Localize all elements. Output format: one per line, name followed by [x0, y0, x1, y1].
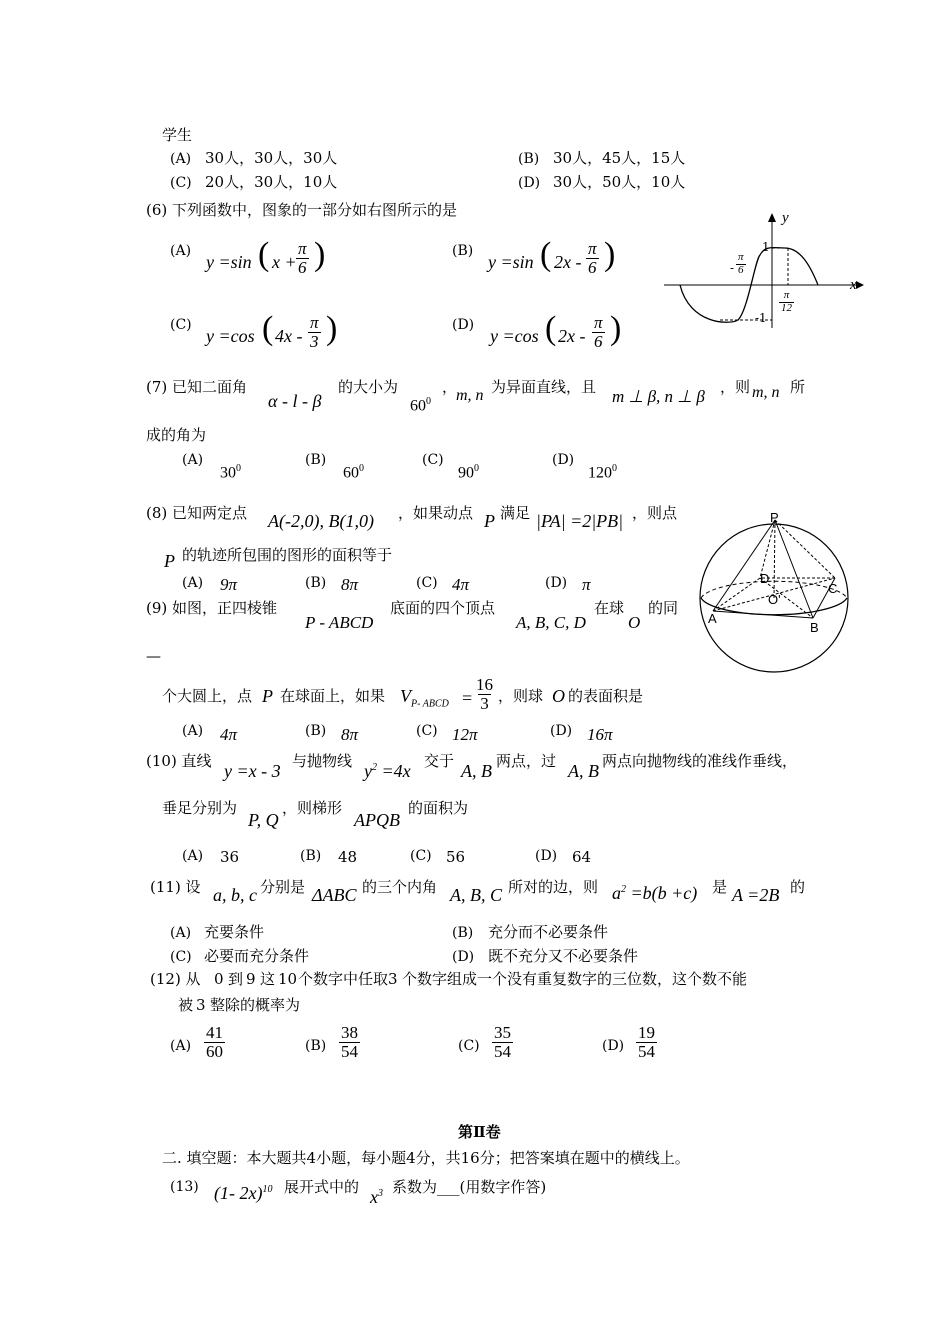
q6-b-rparen: ) — [604, 236, 616, 273]
q5-tail: 学生 — [162, 126, 193, 144]
q7-option-c-sup: 0 — [474, 463, 479, 474]
q7-part5: ，则 — [720, 378, 751, 396]
q13-binomial-base: (1- 2x) — [214, 1183, 263, 1203]
q9-fig-a: A — [708, 611, 717, 626]
q9-c-label: (C) — [416, 723, 438, 739]
q11-condition-rhs: =b(b +c) — [626, 883, 698, 903]
q9-edge-pa — [713, 520, 775, 611]
q9-sphere-o: O — [628, 613, 641, 632]
q12-line2-a: 被 — [178, 996, 194, 1014]
q12-option-c — [492, 1024, 513, 1061]
q13-term — [370, 1188, 383, 1206]
q6-d-inner: 2x - — [558, 326, 586, 346]
q9-edge-ab — [713, 611, 813, 618]
q9-fig-b: B — [810, 620, 819, 635]
q8-condition: |PA| =2|PB| — [536, 511, 624, 531]
q6-a-label: (A) — [170, 243, 192, 259]
q9-volume-eq: = — [462, 688, 473, 708]
q7-option-a-value: 30 — [220, 464, 236, 482]
q6-a-den: 6 — [298, 257, 307, 277]
q7-c-label: (C) — [422, 452, 444, 468]
q8-d-label: (D) — [545, 575, 568, 591]
q6-b-lparen: ( — [540, 236, 552, 273]
q13-part3: 系数为___(用数字作答) — [392, 1178, 547, 1196]
q9-option-a: 4π — [220, 725, 238, 744]
q9-part4: 的同 — [648, 599, 679, 617]
q13-part2: 展开式中的 — [284, 1178, 360, 1196]
q8-option-c: 4π — [452, 575, 470, 594]
q6-b-label: (B) — [452, 243, 474, 259]
q6-a-inner: x + — [272, 252, 297, 272]
q6-a-fn: y =sin — [206, 252, 252, 272]
q9-volume-den: 3 — [480, 693, 489, 713]
q9-fig-d: D — [760, 571, 770, 586]
q9-part1: (9) 如图，正四棱锥 — [146, 599, 278, 617]
q7-option-c — [458, 464, 479, 481]
q12-d-label: (D) — [602, 1038, 625, 1054]
q10-part5: 两点向抛物线的准线作垂线， — [602, 752, 798, 770]
q11-sides: a, b, c — [213, 885, 257, 905]
q6-graph-right-num: π — [783, 289, 790, 301]
q6-stem: (6) 下列函数中，图象的一部分如右图所示的是 — [146, 201, 458, 219]
q10-trapezoid: APQB — [354, 810, 400, 830]
q9-fig-c: C — [828, 581, 838, 596]
q11-option-c: 必要而充分条件 — [204, 947, 310, 965]
q9-fig-o: O' — [768, 592, 781, 607]
q6-graph-neg-one: -1 — [755, 311, 767, 325]
q5-option-c: 20人，30人，10人 — [205, 173, 338, 191]
q12-ten: 10 — [278, 970, 298, 988]
q10-part4: 两点，过 — [496, 752, 557, 770]
q9-line2-d: 的表面积是 — [568, 687, 644, 705]
q6-d-den: 6 — [594, 331, 603, 351]
q12-part2: 到 — [228, 970, 244, 988]
q6-d-num: π — [594, 313, 603, 332]
q7-option-a — [220, 464, 241, 481]
q8-part1: (8) 已知两定点 — [146, 504, 248, 522]
q7-mn-2: m, n — [752, 384, 780, 401]
q11-part2: 分别是 — [260, 878, 306, 896]
q10-b-label: (B) — [300, 848, 322, 864]
q10-line2-a: 垂足分别为 — [162, 799, 238, 817]
q5-option-d: 30人，50人，10人 — [553, 173, 686, 191]
q6-b-inner: 2x - — [554, 252, 582, 272]
q11-condition-a: a — [612, 883, 621, 903]
q11-part6: 的 — [790, 878, 806, 896]
q6-graph-right-frac — [779, 290, 794, 314]
q11-option-a: 充要条件 — [204, 923, 265, 941]
q5-c-label: (C) — [170, 175, 192, 191]
q7-part6: 所 — [790, 378, 806, 396]
q12-line2-three: 3 — [196, 996, 206, 1014]
q9-option-c: 12π — [452, 725, 478, 744]
q7-line2: 成的角为 — [146, 426, 207, 444]
q11-part4: 所对的边，则 — [508, 878, 599, 896]
q6-c-rparen: ) — [326, 310, 338, 347]
q12-part5: 个数字组成一个没有重复数字的三位数，这个数不能 — [402, 970, 748, 988]
q8-part3: 满足 — [500, 504, 531, 522]
q7-angle-value: 60 — [410, 397, 426, 415]
q6-d-fn: y =cos — [490, 326, 539, 346]
q7-option-d-value: 120 — [588, 464, 612, 482]
q6-d-label: (D) — [452, 317, 475, 333]
q6-b-fn: y =sin — [488, 252, 534, 272]
q7-dihedral: α - l - β — [268, 391, 322, 411]
q11-condition — [612, 884, 697, 902]
q9-fig-p: P — [770, 510, 779, 525]
q12-option-d — [636, 1024, 657, 1061]
q12-three: 3 — [388, 970, 398, 988]
q12-line2-b: 整除的概率为 — [210, 996, 301, 1014]
q9-line2-p: P — [262, 686, 273, 706]
q5-b-label: (B) — [518, 151, 540, 167]
q12-option-a-num: 41 — [206, 1023, 223, 1042]
q10-c-label: (C) — [410, 848, 432, 864]
q10-part2: 与抛物线 — [292, 752, 353, 770]
q12-a-label: (A) — [170, 1038, 192, 1054]
q6-c-lparen: ( — [262, 310, 274, 347]
q7-part4: 为异面直线，且 — [491, 378, 597, 396]
q6-d-frac — [592, 314, 605, 351]
q9-dash: — — [146, 647, 161, 665]
q6-c-num: π — [310, 313, 319, 332]
q7-a-label: (A) — [182, 452, 204, 468]
q10-option-b: 48 — [338, 848, 358, 866]
q6-graph-y-arrow — [768, 213, 776, 222]
q9-edge-da — [713, 578, 760, 611]
q9-volume-v: V — [400, 686, 411, 706]
q11-part1: (11) 设 — [150, 878, 201, 896]
q6-a-lparen: ( — [258, 236, 270, 273]
q8-c-label: (C) — [416, 575, 438, 591]
q5-option-b: 30人，45人，15人 — [553, 149, 686, 167]
q13-term-sup: 3 — [378, 1188, 383, 1199]
q7-angle — [410, 397, 431, 414]
q6-b-num: π — [588, 239, 597, 258]
q6-c-label: (C) — [170, 317, 192, 333]
q7-option-b-sup: 0 — [359, 463, 364, 474]
q12-part4: 个数字中任取 — [298, 970, 389, 988]
q9-line2-b: 在球面上，如果 — [280, 687, 386, 705]
q9-volume — [400, 687, 449, 710]
q10-part3: 交于 — [424, 752, 455, 770]
q9-vertices: A, B, C, D — [516, 613, 586, 632]
q12-option-b-num: 38 — [341, 1023, 358, 1042]
q13-binomial — [214, 1184, 272, 1202]
q11-part3: 的三个内角 — [362, 878, 438, 896]
q12-option-d-den: 54 — [638, 1041, 655, 1061]
q10-a-label: (A) — [182, 848, 204, 864]
q13-term-x: x — [370, 1187, 378, 1207]
q6-graph-left-num: π — [738, 251, 744, 263]
q8-part2: ，如果动点 — [398, 504, 474, 522]
part2-title: 第Ⅱ卷 — [458, 1123, 501, 1141]
q12-option-b — [339, 1024, 360, 1061]
q8-line2: 的轨迹所包围的图形的面积等于 — [182, 546, 393, 564]
q7-option-d — [588, 464, 617, 481]
q6-c-inner: 4x - — [275, 326, 303, 346]
q11-part5: 是 — [712, 878, 728, 896]
q10-parabola-rhs: =4x — [377, 761, 411, 781]
q7-part1: (7) 已知二面角 — [146, 378, 248, 396]
q10-parabola-y: y — [364, 761, 372, 781]
q11-option-d: 既不充分又不必要条件 — [488, 947, 639, 965]
q8-p2: P — [164, 551, 175, 571]
q12-c-label: (C) — [458, 1038, 480, 1054]
q6-a-frac — [296, 240, 309, 277]
q6-graph-y-label: y — [782, 210, 789, 226]
q10-option-c: 56 — [446, 848, 466, 866]
q9-line2-a: 个大圆上，点 — [162, 687, 253, 705]
q6-graph-left-sign: - — [730, 261, 735, 275]
q8-a-label: (A) — [182, 575, 204, 591]
q11-target: A =2B — [732, 885, 780, 905]
q12-nine: 9 — [246, 970, 256, 988]
q7-d-label: (D) — [552, 452, 575, 468]
q9-option-b: 8π — [341, 725, 359, 744]
q9-pyramid: P - ABCD — [305, 613, 374, 632]
q10-parabola-sup: 2 — [372, 762, 377, 773]
q10-line2-c: 的面积为 — [408, 799, 469, 817]
q12-option-a — [204, 1024, 225, 1061]
q9-line2-c: ，则球 — [498, 687, 544, 705]
q6-d-rparen: ) — [610, 310, 622, 347]
q8-option-b: 8π — [341, 575, 359, 594]
q7-perp: m ⊥ β, n ⊥ β — [612, 387, 705, 406]
q8-option-a: 9π — [220, 575, 238, 594]
q7-part2: 的大小为 — [338, 378, 399, 396]
q12-zero: 0 — [214, 970, 224, 988]
q7-option-b-value: 60 — [343, 464, 359, 482]
q9-volume-sub: P- ABCD — [411, 698, 449, 710]
q12-option-c-den: 54 — [494, 1041, 511, 1061]
q13-binomial-sup: 10 — [262, 1184, 273, 1195]
q9-line2-o: O — [552, 686, 565, 706]
q9-edge-pd — [760, 520, 775, 578]
q8-points: A(-2,0), B(1,0) — [268, 511, 374, 531]
q11-triangle: ΔABC — [312, 885, 357, 905]
q6-graph-left-den: 6 — [738, 263, 744, 276]
q7-option-c-value: 90 — [458, 464, 474, 482]
q9-d-label: (D) — [550, 723, 573, 739]
q12-option-b-den: 54 — [341, 1041, 358, 1061]
q7-option-d-sup: 0 — [612, 463, 617, 474]
q9-a-label: (A) — [182, 723, 204, 739]
q10-pq: P, Q — [248, 810, 279, 830]
q6-graph-one: 1 — [762, 240, 770, 254]
q7-option-a-sup: 0 — [236, 463, 241, 474]
q8-b-label: (B) — [305, 575, 327, 591]
q11-c-label: (C) — [170, 949, 192, 965]
q11-angles: A, B, C — [450, 885, 502, 905]
q5-a-label: (A) — [170, 151, 192, 167]
q12-part3: 这 — [260, 970, 276, 988]
q9-volume-num: 16 — [476, 675, 493, 694]
q10-line2-b: ，则梯形 — [282, 799, 343, 817]
q10-line: y =x - 3 — [224, 761, 281, 781]
q9-part2: 底面的四个顶点 — [390, 599, 496, 617]
q5-d-label: (D) — [518, 175, 541, 191]
q12-option-c-num: 35 — [494, 1023, 511, 1042]
q6-graph-x-label: x — [850, 277, 857, 293]
q9-edge-pc — [775, 520, 835, 578]
q7-part3: ， — [442, 378, 458, 396]
q7-mn-1: m, n — [456, 387, 484, 404]
q6-a-rparen: ) — [314, 236, 326, 273]
q9-part3: 在球 — [594, 599, 625, 617]
q11-a-label: (A) — [170, 925, 192, 941]
q12-option-a-den: 60 — [206, 1041, 223, 1061]
q11-b-label: (B) — [452, 925, 474, 941]
q12-b-label: (B) — [305, 1038, 327, 1054]
q10-d-label: (D) — [535, 848, 558, 864]
q7-angle-sup: 0 — [426, 396, 431, 407]
q8-p1: P — [484, 511, 495, 531]
q13-label: (13) — [170, 1179, 199, 1195]
q11-condition-sup: 2 — [621, 884, 626, 895]
q9-height — [774, 520, 775, 598]
q10-option-a: 36 — [220, 848, 240, 866]
q11-option-b: 充分而不必要条件 — [488, 923, 609, 941]
q9-volume-frac — [474, 676, 495, 713]
q5-option-a: 30人，30人，30人 — [205, 149, 338, 167]
part2-instructions: 二. 填空题：本大题共4小题，每小题4分，共16分；把答案填在题中的横线上。 — [162, 1149, 690, 1167]
q6-a-num: π — [298, 239, 307, 258]
q10-part1: (10) 直线 — [146, 752, 212, 770]
q10-option-d: 64 — [572, 848, 592, 866]
q6-d-lparen: ( — [545, 310, 557, 347]
q12-part1: (12) 从 — [150, 970, 201, 988]
q10-ab-1: A, B — [461, 761, 492, 781]
q11-d-label: (D) — [452, 949, 475, 965]
q6-c-fn: y =cos — [206, 326, 255, 346]
q12-option-d-num: 19 — [638, 1023, 655, 1042]
q6-graph-x-arrow — [856, 281, 864, 289]
q10-ab-2: A, B — [568, 761, 599, 781]
q6-b-den: 6 — [588, 257, 597, 277]
q7-b-label: (B) — [305, 452, 327, 468]
q9-option-d: 16π — [587, 725, 613, 744]
q6-b-frac — [586, 240, 599, 277]
q6-graph-right-den: 12 — [781, 301, 792, 314]
q8-part4: ，则点 — [632, 504, 678, 522]
q6-graph-left-frac — [736, 252, 746, 276]
q9-b-label: (B) — [305, 723, 327, 739]
q6-c-frac — [308, 314, 321, 351]
q10-parabola — [364, 762, 411, 780]
q8-option-d: π — [582, 575, 591, 594]
q6-c-den: 3 — [310, 331, 319, 351]
q7-option-b — [343, 464, 364, 481]
